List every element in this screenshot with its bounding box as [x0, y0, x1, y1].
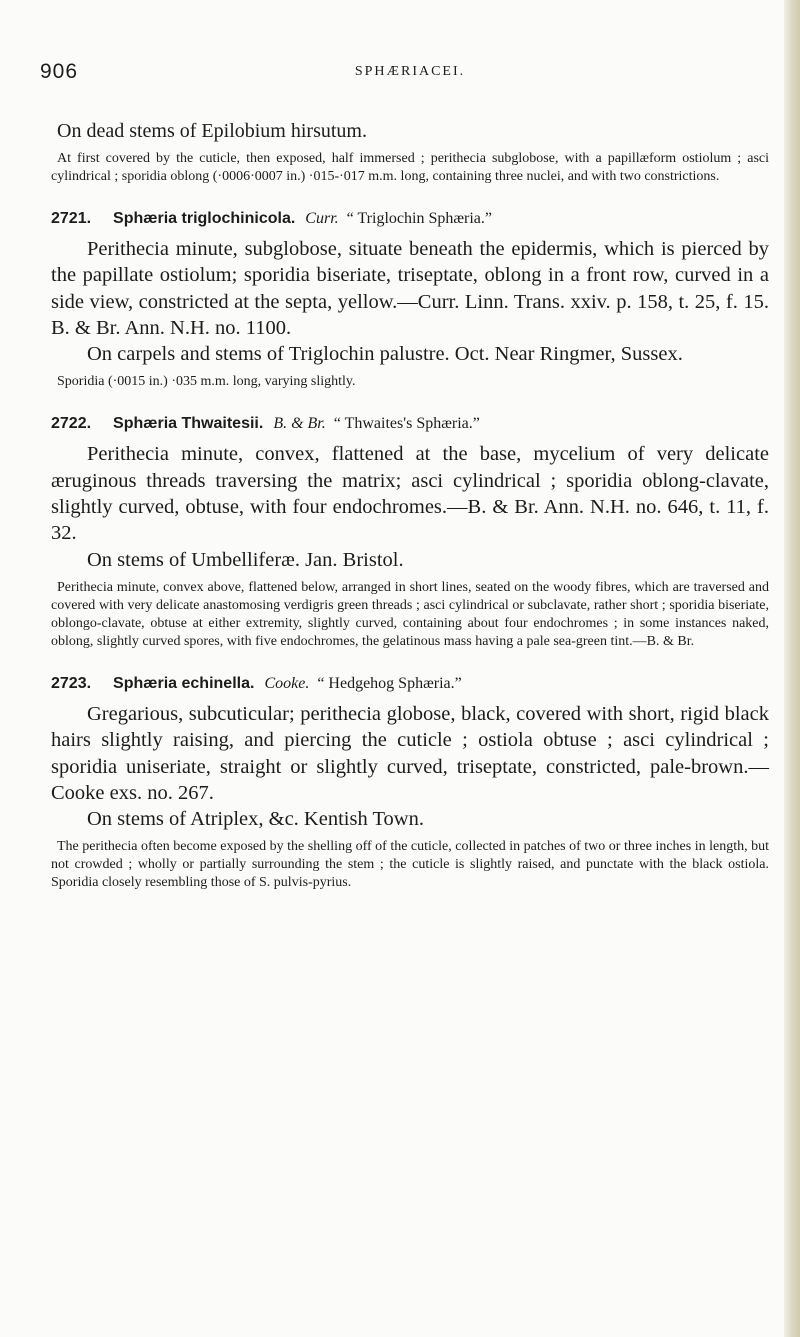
species-2721-description: Perithecia minute, subglobose, situate beneath the epidermis, which is pierced by the papillate ostiolum; sporidia biseriate, triseptate, oblong in a front row, curved in a side view, constricted at the septa, yellow.—Curr. Linn. Trans. xxiv. p. 158, t. 25, f. 15. B. & Br. Ann. N.H. no. 1100.	[51, 238, 769, 339]
species-2723-note: The perithecia often become exposed by the shelling off of the cuticle, collected in patches of two or three inches in length, but not crowded ; wholly or partially surrounding the stem ; the cuticle is slightly raised, and punctate with the black ostiola. Sporidia closely resembling those of S. pulvis-pyrius.	[51, 839, 769, 891]
species-authority: Cooke.	[264, 674, 310, 692]
species-number: 2721.	[51, 210, 92, 227]
page-edge	[784, 0, 800, 1337]
species-2722-note: Perithecia minute, convex above, flattened below, arranged in short lines, seated on the woody fibres, which are traversed and covered with very delicate anastomosing verdigris green threads ; asci cylindrical or subclavate, rather short ; sporidia biseriate, oblongo-clavate, obtuse at either extremity, slightly curved, containing about four endochromes ; in some instances naked, oblong, slightly curved spores, with five endochromes, the gelatinous mass having a pale sea-green tint.—B. & Br.	[51, 579, 769, 649]
block1-locality: On dead stems of Epilobium hirsutum.	[57, 120, 367, 142]
species-name: Sphæria Thwaitesii.	[113, 415, 264, 433]
species-authority: B. & Br.	[273, 415, 326, 433]
species-2722-locality: On stems of Umbelliferæ. Jan. Bristol.	[87, 548, 404, 571]
running-title: SPHÆRIACEI.	[354, 64, 466, 79]
species-common-name: “ Triglochin Sphæria.”	[346, 210, 492, 227]
species-number: 2723.	[51, 674, 92, 692]
species-authority: Curr.	[305, 210, 339, 227]
species-2721-heading	[51, 208, 769, 230]
page-number: 906	[40, 60, 79, 83]
species-name: Sphæria triglochinicola.	[113, 210, 296, 227]
species-2722-heading	[51, 413, 769, 435]
species-2721-locality: On carpels and stems of Triglochin palustre. Oct. Near Ringmer, Sussex.	[87, 343, 683, 366]
running-head	[40, 60, 780, 100]
species-common-name: “ Hedgehog Sphæria.”	[317, 674, 462, 692]
species-name: Sphæria echinella.	[113, 674, 255, 692]
species-2722-description: Perithecia minute, convex, flattened at the base, mycelium of very delicate æruginous threads traversing the matrix; asci cylindrical ; sporidia oblong-clavate, slightly curved, obtuse, with four endochromes.—B. & Br. Ann. N.H. no. 646, t. 11, f. 32.	[51, 443, 769, 545]
species-number: 2722.	[51, 415, 92, 433]
species-2723-description: Gregarious, subcuticular; perithecia globose, black, covered with short, rigid black hairs slightly raising, and piercing the cuticle ; ostiola obtuse ; asci cylindrical ; sporidia uniseriate, straight or slightly curved, triseptate, constricted, pale-brown.—Cooke exs. no. 267.	[51, 702, 769, 804]
species-2723-locality: On stems of Atriplex, &c. Kentish Town.	[87, 808, 424, 831]
species-2721-note: Sporidia (·0015 in.) ·035 m.m. long, varying slightly.	[57, 374, 356, 390]
species-common-name: “ Thwaites's Sphæria.”	[333, 415, 480, 433]
block1-note: At first covered by the cuticle, then exposed, half immersed ; perithecia subglobose, with a papillæform ostiolum ; asci cylindrical ; sporidia oblong (·0006·0007 in.) ·015-·017 m.m. long, containing three nuclei, and with two constrictions.	[51, 151, 769, 184]
page-content	[51, 118, 769, 892]
species-2723-heading	[51, 673, 769, 695]
